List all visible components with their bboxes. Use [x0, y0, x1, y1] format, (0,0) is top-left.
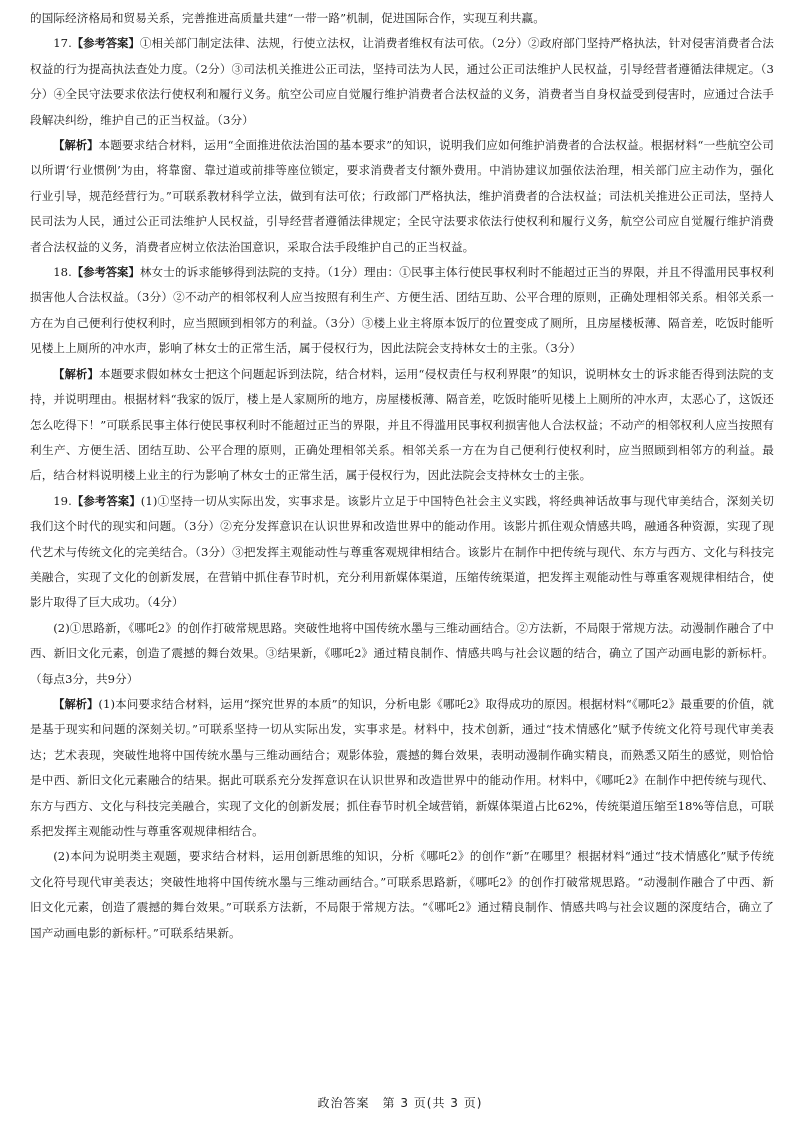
q17-analysis-text: 本题要求结合材料，运用“全面推进依法治国的基本要求”的知识，说明我们应如何维护消费者的合法权益。根据材料“一些航空公司以所谓‘行业惯例’为由，将靠窗、靠过道或前排等座位锁定，要求消费者支付额外费用。中消协建议加强依法治理，相关部门应主动作为，强化行业引导，规范经营行为。”可联系教材科学立法，做到有法可依；行政部门严格执法，维护消费者的合法权益；司法机关推进公正司法，坚持人民司法为人民，通过公正司法维护人民权益，引导经营者遵循法律规定；全民守法要求依法行使权利和履行义务，航空公司应自觉履行维护消费者合法权益的义务，消费者应树立依法治国意识，采取合法手段维护自己的正当权益。 — [30, 138, 774, 254]
q18-answer — [30, 260, 774, 362]
q19-answer-2: (2)①思路新，《哪吒2》的创作打破常规思路。突破性地将中国传统水墨与三维动画结合。②方法新，不局限于常规方法。动漫制作融合了中西、新旧文化元素，创造了震撼的舞台效果。③结果新，《哪吒2》通过精良制作、情感共鸣与社会议题的结合，确立了国产动画电影的新标杆。（每点3分，共9分） — [30, 620, 774, 686]
q17-answer-label: 【参考答案】 — [71, 37, 140, 51]
q19-analysis-1-text: (1)本问要求结合材料，运用“探究世界的本质”的知识，分析电影《哪吒2》取得成功的原因。根据材料“《哪吒2》最重要的价值，就是基于现实和问题的深刻关切。”可联系坚持一切从实际出发，实事求是。材料中，技术创新，通过“技术情感化”赋予传统文化符号现代审美表达；艺术表现，突破性地将中国传统水墨与三维动画结合；观影体验，震撼的舞台效果，表明动漫制作确实精良，而熟悉又陌生的感觉，则恰恰是中西、新旧文化元素融合的结果。据此可联系充分发挥意识在认识世界和改造世界中的能动作用。材料中，《哪吒2》在制作中把传统与现代、东方与西方、文化与科技完美融合，实现了文化的创新发展；抓住春节时机全域营销，新媒体渠道占比62%，传统渠道压缩至18%等信息，可联系把发挥主观能动性与尊重客观规律相结合。 — [30, 696, 774, 838]
q17-answer — [30, 31, 774, 133]
q19-answer-1 — [30, 489, 774, 616]
q17-number: 17. — [53, 36, 72, 51]
q18-answer-label: 【参考答案】 — [71, 266, 140, 280]
q18-analysis-text: 本题要求假如林女士把这个问题起诉到法院，结合材料，运用“侵权责任与权利界限”的知识，说明林女士的诉求能否得到法院的支持，并说明理由。根据材料“我家的饭厅，楼上是人家厕所的地方，房屋楼板薄、隔音差，吃饭时能听见楼上上厕所的冲水声，太恶心了，这饭还怎么吃得下！”可联系民事主体行使民事权利时不能超过正当的界限，并且不得滥用民事权利损害他人合法权益；不动产的相邻权利人应当按照有利生产、方便生活、团结互助、公平合理的原则，正确处理相邻关系。相邻关系一方在为自己便利行使权利时，应当照顾到相邻方的利益。最后，结合材料说明楼上业主的行为影响了林女士的正常生活，属于侵权行为，因此法院会支持林女士的主张。 — [30, 366, 774, 483]
q19-analysis-2: (2)本问为说明类主观题，要求结合材料，运用创新思维的知识，分析《哪吒2》的创作“新”在哪里？根据材料“通过“技术情感化”赋予传统文化符号现代审美表达；突破性地将中国传统水墨与三维动画结合。”可联系思路新，《哪吒2》的创作打破常规思路。“动漫制作融合了中西、新旧文化元素，创造了震撼的舞台效果。”可联系方法新，不局限于常规方法。“《哪吒2》通过精良制作、情感共鸣与社会议题的深度结合，确立了国产动画电影的新标杆。”可联系结果新。 — [30, 849, 774, 940]
q19-answer-1-text: (1)①坚持一切从实际出发，实事求是。该影片立足于中国特色社会主义实践，将经典神话故事与现代审美结合，深刻关切我们这个时代的现实和问题。（3分）②充分发挥意识在认识世界和改造世界中的能动作用。该影片抓住观众情感共鸣，融通各种资源，实现了现代艺术与传统文化的完美结合。（3分）③把发挥主观能动性与尊重客观规律相结合。该影片在制作中把传统与现代、东方与西方、文化与科技完美融合，实现了文化的创新发展，在营销中抓住春节时机，充分利用新媒体渠道，压缩传统渠道，把发挥主观能动性与尊重客观规律相结合，使影片取得了巨大成功。（4分） — [30, 493, 774, 610]
q18-analysis — [30, 362, 774, 489]
answer-document — [30, 6, 774, 946]
q17-analysis — [30, 133, 774, 260]
q18-answer-text: 林女士的诉求能够得到法院的支持。（1分）理由：①民事主体行使民事权利时不能超过正当的界限，并且不得滥用民事权利损害他人合法权益。（3分）②不动产的相邻权利人应当按照有利生产、方便生活、团结互助、公平合理的原则，正确处理相邻关系。相邻关系一方在为自己便利行使权利时，应当照顾到相邻方的利益。（3分）③楼上业主将原本饭厅的位置变成了厕所，且房屋楼板薄、隔音差，吃饭时能听见楼上上厕所的冲水声，影响了林女士的正常生活，属于侵权行为，因此法院会支持林女士的主张。（3分） — [30, 265, 774, 356]
q17-answer-text: ①相关部门制定法律、法规，行使立法权，让消费者维权有法可依。（2分）②政府部门坚持严格执法，针对侵害消费者合法权益的行为提高执法查处力度。（2分）③司法机关推进公正司法，坚持司法为人民，通过公正司法维护人民权益，引导经营者遵循法律规定。（3分）④全民守法要求依法行使权利和履行义务。航空公司应自觉履行维护消费者合法权益的义务，消费者当自身权益受到侵害时，应通过合法手段解决纠纷，维护自己的正当权益。（3分） — [30, 36, 774, 127]
page-footer: 政治答案 第 3 页(共 3 页) — [317, 1096, 483, 1110]
q17-analysis-label: 【解析】 — [53, 139, 99, 153]
q18-number: 18. — [53, 265, 72, 280]
q19-answer-label: 【参考答案】 — [71, 494, 141, 508]
q19-analysis-1 — [30, 692, 774, 844]
q18-analysis-label: 【解析】 — [53, 367, 99, 381]
q19-number: 19. — [53, 493, 72, 508]
continued-line: 的国际经济格局和贸易关系，完善推进高质量共建“一带一路”机制，促进国际合作，实现互利共赢。 — [30, 11, 545, 25]
q19-analysis-label: 【解析】 — [53, 697, 99, 711]
